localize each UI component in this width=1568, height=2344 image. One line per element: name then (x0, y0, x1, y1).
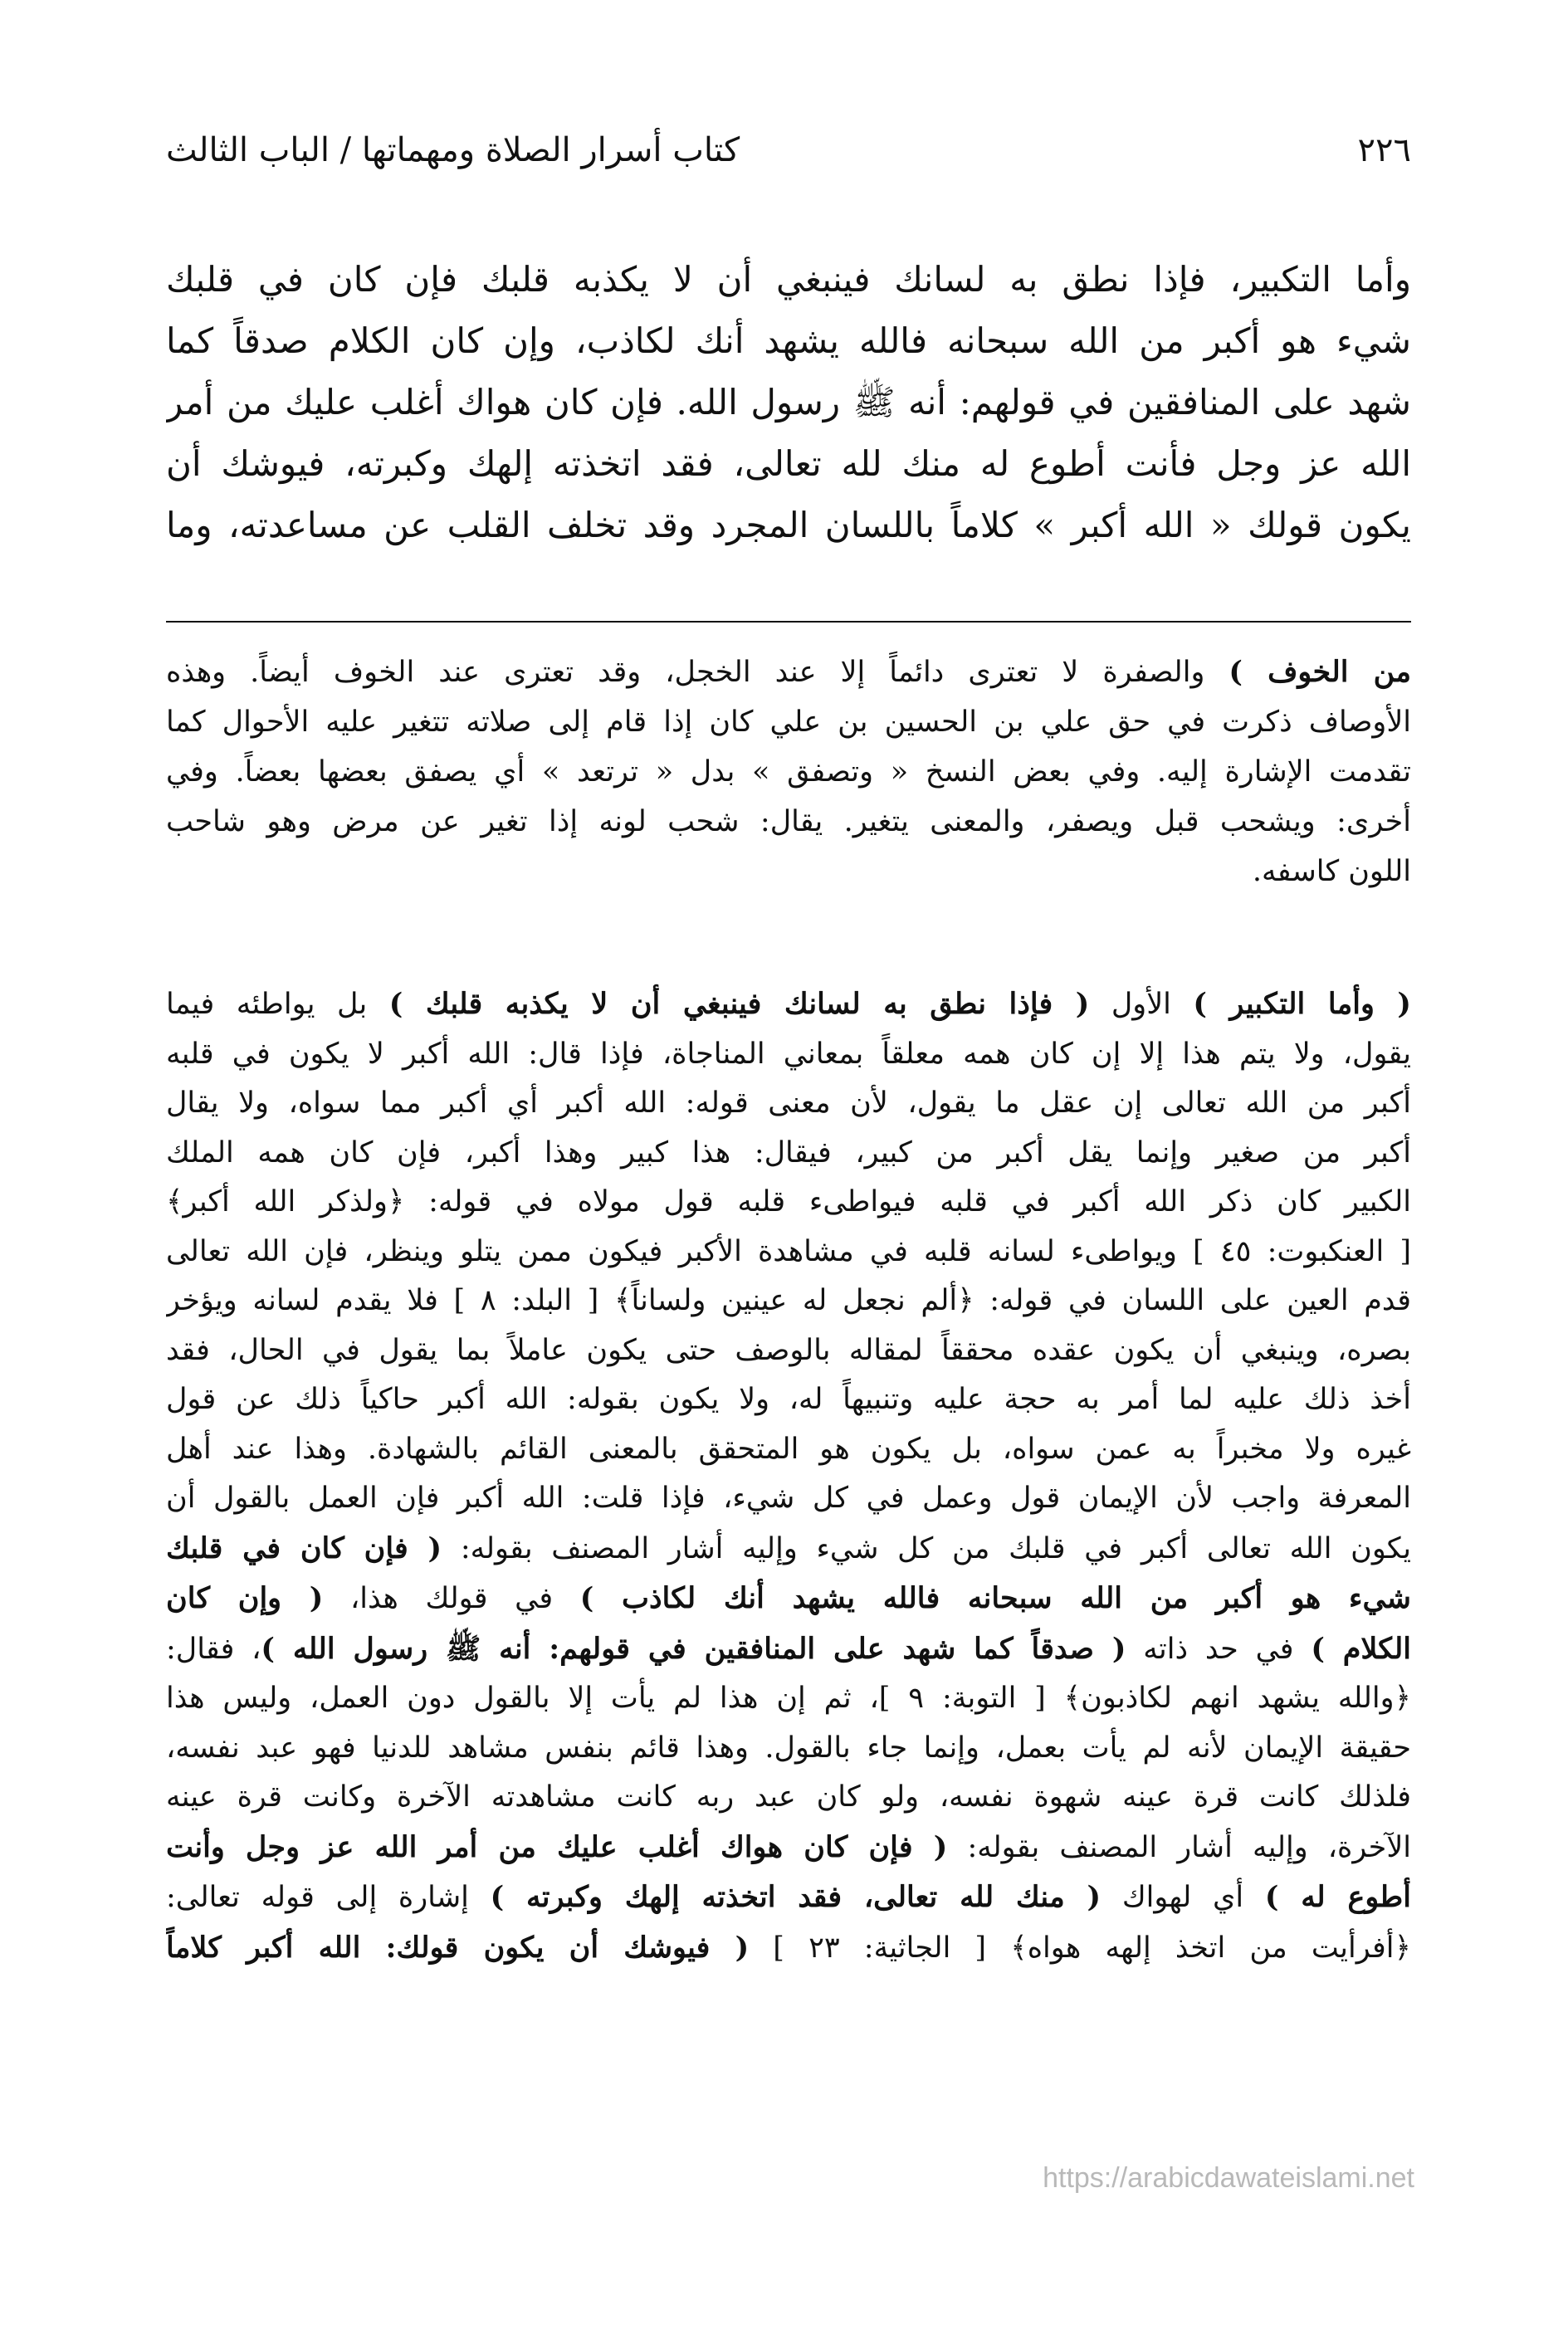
footnote-text: اللون كاسفه. (1252, 855, 1411, 888)
commentary-line: الآخرة، وإليه أشار المصنف بقوله: ( فإن كان هواك أغلب عليك من أمر الله عز وجل وأنت (166, 1829, 1411, 1864)
footnote-text: أخرى: ويشحب قبل ويصفر، والمعنى يتغير. يقال: شحب لونه إذا تغير عن مرض وهو شاحب (166, 805, 1411, 838)
commentary-line: المعرفة واجب لأن الإيمان قول وعمل في كل شيء، فإذا قلت: الله أكبر فإن العمل بالقول أن (166, 1482, 1411, 1515)
commentary-line: قدم العين على اللسان في قوله: ﴿ألم نجعل له عينين ولساناً﴾ [ البلد: ٨ ] فلا يقدم لسانه ويؤخر (166, 1284, 1411, 1317)
footnote-line (166, 747, 1411, 797)
main-text-line: الله عز وجل فأنت أطوع له منك لله تعالى، فقد اتخذته إلهك وكبرته، فيوشك أن (166, 443, 1411, 484)
footnote (166, 647, 1411, 896)
watermark-url: https://arabicdawateislami.net (1043, 2162, 1414, 2194)
main-text (166, 249, 1411, 556)
commentary-line: أكبر من الله تعالى إن عقل ما يقول، لأن معنى قوله: الله أكبر أي أكبر مما سواه، ولا يقال (166, 1087, 1411, 1120)
footnote-divider (166, 621, 1411, 623)
commentary-line: أطوع له ) أي لهواك ( منك لله تعالى، فقد اتخذته إلهك وكبرته ) إشارة إلى قوله تعالى: (166, 1880, 1411, 1914)
page-number: ٢٢٦ (1357, 131, 1411, 169)
commentary-line: فلذلك كانت قرة عينه شهوة نفسه، ولو كان عبد ربه كانت مشاهدته الآخرة وكانت قرة عينه (166, 1780, 1411, 1814)
commentary-line: حقيقة الإيمان لأنه لم يأت بعمل، وإنما جاء بالقول. وهذا قائم بنفس مشاهد للدنيا فهو عبد نفسه، (166, 1731, 1411, 1765)
footnote-text: الأوصاف ذكرت في حق علي بن الحسين بن علي كان إذا قام إلى صلاته تتغير عليه الأحوال كما (166, 706, 1411, 739)
commentary-line: أكبر من صغير وإنما يقل أكبر من كبير، فيقال: هذا كبير وهذا أكبر، فإن كان همه الملك (166, 1135, 1411, 1170)
footnote-line (166, 797, 1411, 847)
footnote-line (166, 697, 1411, 747)
commentary-line: يقول، ولا يتم هذا إلا إن كان همه معلقاً بمعاني المناجاة، فإذا قال: الله أكبر لا يكون في قلبه (166, 1037, 1411, 1071)
main-text-line: يكون قولك « الله أكبر » كلاماً باللسان المجرد وقد تخلف القلب عن مساعدته، وما (166, 505, 1411, 545)
footnote-text: تقدمت الإشارة إليه. وفي بعض النسخ « وتصفق » بدل « ترتعد » أي يصفق بعضها بعضاً. وفي (166, 755, 1411, 789)
commentary-line: ﴿أفرأيت من اتخذ إلهه هواه﴾ [ الجاثية: ٢٣ ] ( فيوشك أن يكون قولك: الله أكبر كلاماً (166, 1930, 1411, 1965)
commentary-line: أخذ ذلك عليه لما أمر به حجة عليه وتنبيهاً له، ولا يكون بقوله: الله أكبر حاكياً ذلك عن قول (166, 1383, 1411, 1416)
commentary-line: الكبير كان ذكر الله أكبر في قلبه فيواطىء قلبه قول مولاه في قوله: ﴿ولذكر الله أكبر﴾ (166, 1185, 1411, 1218)
footnote-text: والصفرة لا تعترى دائماً إلا عند الخجل، وقد تعترى عند الخوف أيضاً. وهذه (166, 656, 1229, 689)
commentary-line: [ العنكبوت: ٤٥ ] ويواطىء لسانه قلبه في مشاهدة الأكبر فيكون ممن يتلو وينظر، فإن الله تعالى (166, 1234, 1411, 1268)
commentary (166, 979, 1411, 1973)
commentary-line: الكلام ) في حد ذاته ( صدقاً كما شهد على المنافقين في قولهم: أنه ﷺ رسول الله )، فقال: (166, 1631, 1411, 1666)
commentary-line: غيره ولا مخبراً به عمن سواه، بل يكون هو المتحقق بالمعنى القائم بالشهادة. وهذا عند أهل (166, 1432, 1411, 1466)
running-title: كتاب أسرار الصلاة ومهماتها / الباب الثالث (166, 131, 740, 169)
main-text-line: شيء هو أكبر من الله سبحانه فالله يشهد أنك لكاذب، وإن كان الكلام صدقاً كما (166, 320, 1411, 361)
commentary-line: بصره، وينبغي أن يكون عقده محققاً لمقاله بالوصف حتى يكون عاملاً بما يقول في الحال، فقد (166, 1333, 1411, 1367)
main-text-line: شهد على المنافقين في قولهم: أنه ﷺ رسول الله. فإن كان هواك أغلب عليك من أمر (166, 382, 1411, 422)
commentary-line: شيء هو أكبر من الله سبحانه فالله يشهد أنك لكاذب ) في قولك هذا، ( وإن كان (166, 1581, 1411, 1615)
footnote-line (166, 647, 1411, 697)
footnote-bold: من الخوف ) (1229, 655, 1411, 689)
page-header (166, 125, 1411, 183)
commentary-line: يكون الله تعالى أكبر في قلبك من كل شيء وإليه أشار المصنف بقوله: ( فإن كان في قلبك (166, 1531, 1411, 1565)
footnote-line (166, 847, 1411, 896)
commentary-line: ( وأما التكبير ) الأول ( فإذا نطق به لسانك فينبغي أن لا يكذبه قلبك ) بل يواطئه فيما (166, 987, 1411, 1021)
commentary-line: ﴿والله يشهد انهم لكاذبون﴾ [ التوبة: ٩ ]، ثم إن هذا لم يأت إلا بالقول دون العمل، وليس هذا (166, 1682, 1411, 1715)
main-text-line: وأما التكبير، فإذا نطق به لسانك فينبغي أن لا يكذبه قلبك فإن كان في قلبك (166, 259, 1411, 300)
